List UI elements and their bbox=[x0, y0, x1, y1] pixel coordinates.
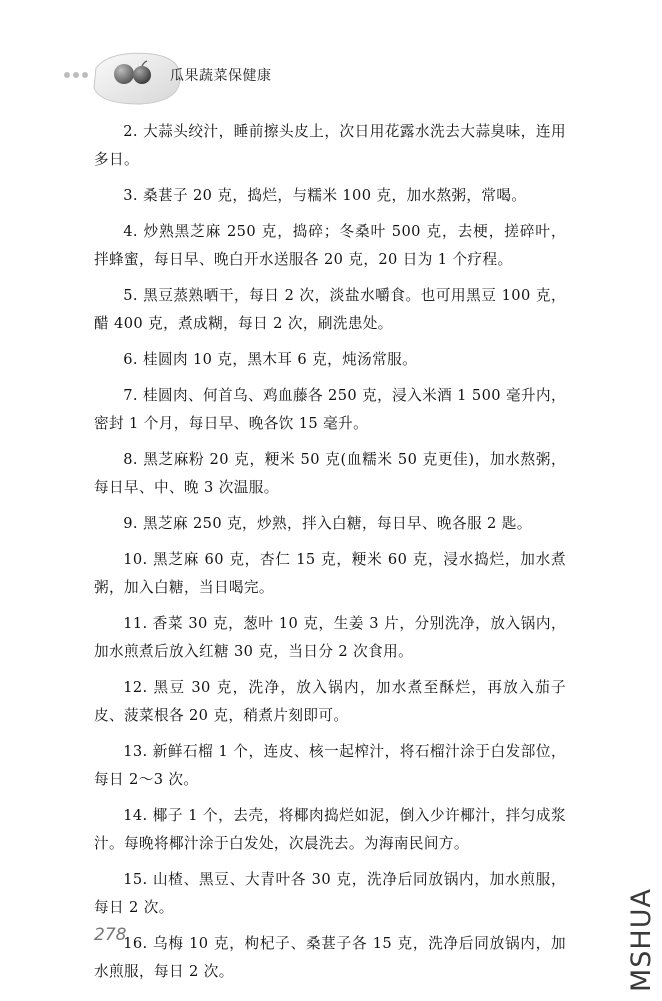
paragraph: 4. 炒熟黑芝麻 250 克，捣碎；冬桑叶 500 克，去梗，搓碎叶，拌蜂蜜，每日早、晚白开水送服各 20 克，20 日为 1 个疗程。 bbox=[94, 223, 566, 268]
paragraph: 16. 乌梅 10 克，枸杞子、桑葚子各 15 克，洗净后同放锅内，加水煎服，每日 2 次。 bbox=[94, 935, 566, 980]
paragraph: 9. 黑芝麻 250 克，炒熟，拌入白糖，每日早、晚各服 2 匙。 bbox=[123, 515, 532, 532]
paragraph: 12. 黑豆 30 克，洗净，放入锅内，加水煮至酥烂，再放入茄子皮、菠菜根各 20 克，稍煮片刻即可。 bbox=[94, 679, 566, 724]
watermark bbox=[624, 870, 657, 995]
paragraph: 8. 黑芝麻粉 20 克，粳米 50 克(血糯米 50 克更佳)，加水熬粥，每日早、中、晚 3 次温服。 bbox=[94, 451, 566, 496]
watermark-text: MSHUA bbox=[626, 888, 657, 992]
paragraph: 14. 椰子 1 个，去壳，将椰肉捣烂如泥，倒入少许椰汁，拌匀成浆汁。每晚将椰汁涂于白发处，次晨洗去。为海南民间方。 bbox=[94, 807, 566, 852]
paragraph: 5. 黑豆蒸熟晒干，每日 2 次，淡盐水嚼食。也可用黑豆 100 克，醋 400 克，煮成糊，每日 2 次，刷洗患处。 bbox=[94, 287, 566, 332]
paragraph: 11. 香菜 30 克，葱叶 10 克，生姜 3 片，分别洗净，放入锅内，加水煎煮后放入红糖 30 克，当日分 2 次食用。 bbox=[94, 615, 566, 660]
paragraph: 2. 大蒜头绞汁，睡前擦头皮上，次日用花露水洗去大蒜臭味，连用多日。 bbox=[94, 123, 566, 168]
paragraph: 7. 桂圆肉、何首乌、鸡血藤各 250 克，浸入米酒 1 500 毫升内，密封 1 个月，每日早、晚各饮 15 毫升。 bbox=[94, 387, 566, 432]
paragraph: 6. 桂圆肉 10 克，黑木耳 6 克，炖汤常服。 bbox=[123, 351, 418, 368]
header-title: 瓜果蔬菜保健康 bbox=[170, 68, 272, 84]
paragraph: 13. 新鲜石榴 1 个，连皮、核一起榨汁，将石榴汁涂于白发部位，每日 2～3 次。 bbox=[94, 743, 566, 788]
page-number: 278 bbox=[94, 925, 127, 945]
running-header bbox=[60, 50, 390, 106]
paragraph: 3. 桑葚子 20 克，捣烂，与糯米 100 克，加水熬粥，常喝。 bbox=[123, 187, 527, 204]
recipe-list bbox=[94, 118, 566, 994]
paragraph: 10. 黑芝麻 60 克，杏仁 15 克，粳米 60 克，浸水捣烂，加水煮粥，加入白糖，当日喝完。 bbox=[94, 551, 566, 596]
paragraph: 15. 山楂、黑豆、大青叶各 30 克，洗净后同放锅内，加水煎服，每日 2 次。 bbox=[94, 871, 566, 916]
